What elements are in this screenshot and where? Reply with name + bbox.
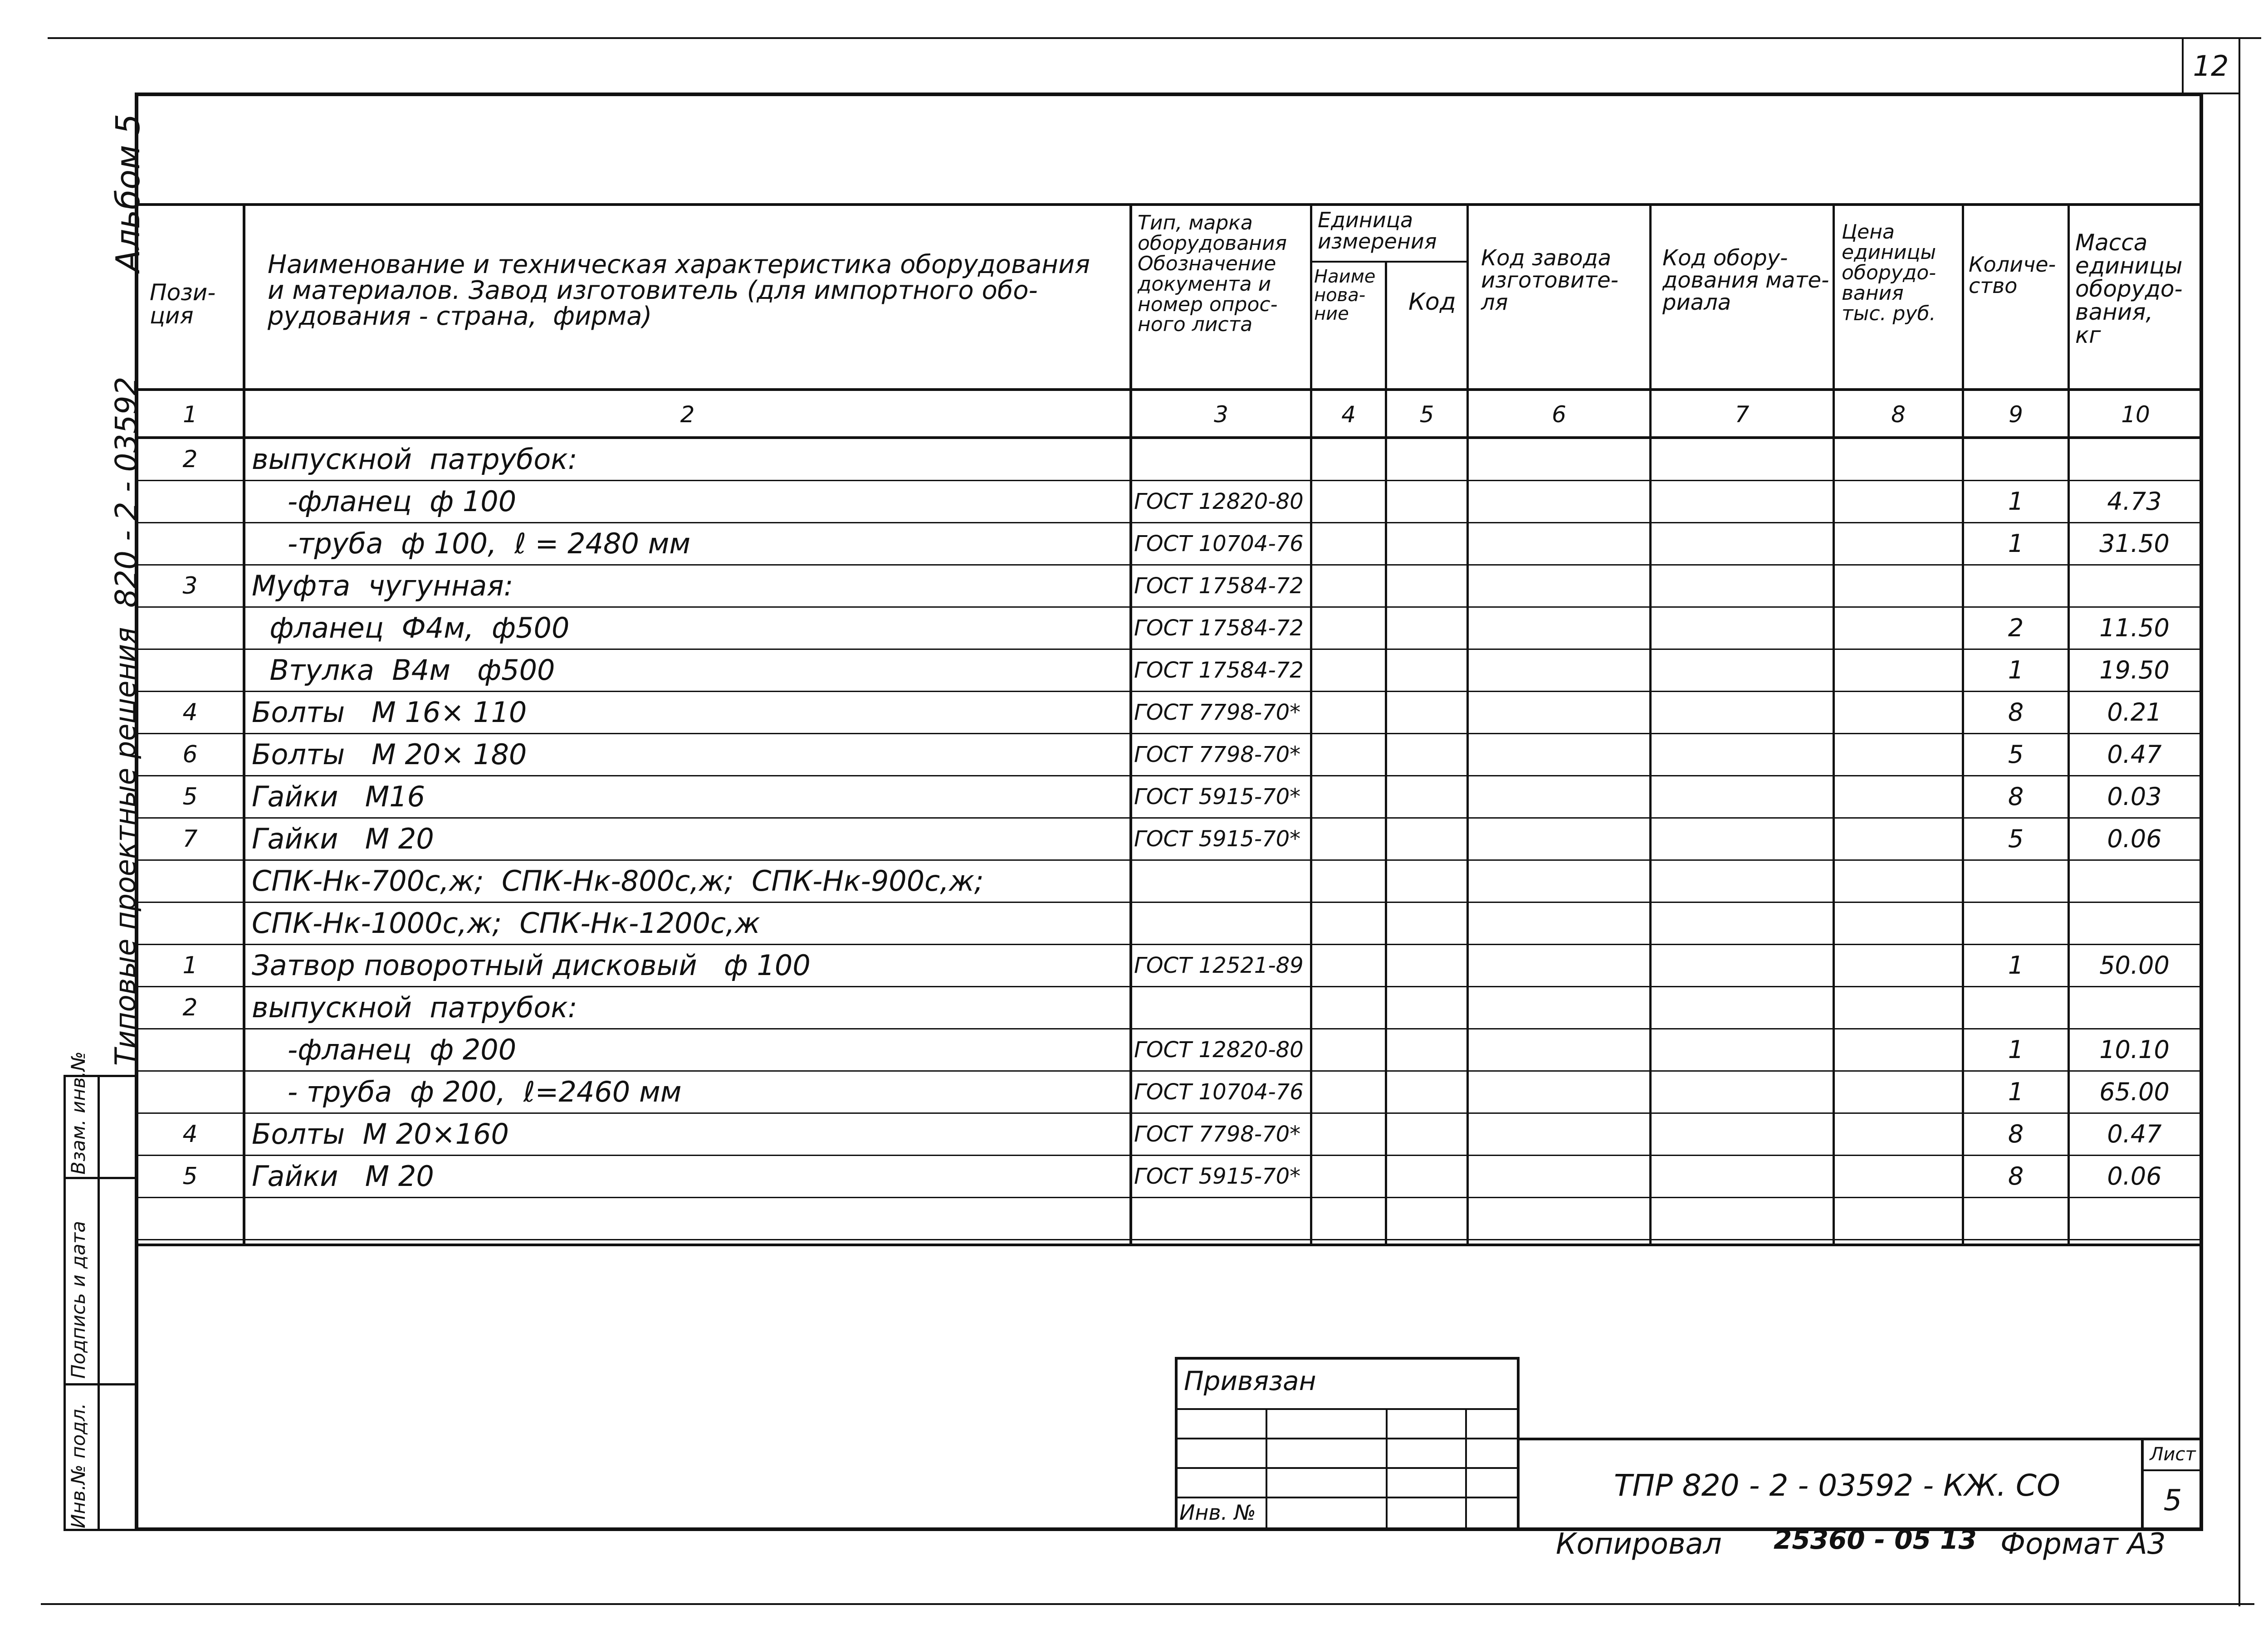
stamp-replace-inv: Взам. инв.№ [67,1051,89,1175]
colnum-7: 7 [1735,401,1750,428]
stamp-attached: Привязан [1184,1366,1316,1396]
table-cell-pos [137,1198,243,1239]
table-cell-name: СПК-Нк-1000с,ж; СПК-Нк-1200с,ж [252,907,760,940]
footer-order: 25360 - 05 13 [1774,1524,1977,1555]
table-cell-mass: 0.47 [2107,1120,2162,1148]
table-cell-doc: ГОСТ 5915-70* [1134,1163,1301,1189]
table-cell-mass: 0.03 [2107,782,2162,811]
table-cell-mass [2070,903,2199,943]
table-cell-name: -фланец ф 200 [252,1033,517,1066]
table-cell-mass [2070,566,2199,606]
sheet-label: Лист [2150,1444,2196,1465]
table-cell-mass [2070,1198,2199,1239]
table-cell-name: - труба ф 200, ℓ=2460 мм [252,1075,682,1108]
table-cell-doc: ГОСТ 12820-80 [1134,488,1304,514]
table-cell-mass: 10.10 [2099,1035,2170,1064]
table-cell-doc [1134,1198,1309,1239]
table-cell-doc: ГОСТ 7798-70* [1134,741,1301,767]
row-divider [135,1239,2203,1240]
table-cell-pos [137,650,243,690]
colnum-1: 1 [183,401,197,428]
table-cell-pos: 5 [182,1162,198,1190]
table-cell-qty: 1 [2008,1078,2024,1106]
table-cell-pos: 4 [182,1120,198,1148]
table-cell-mass: 0.47 [2107,740,2162,769]
table-cell-name: Болты М 16× 110 [252,696,527,729]
table-cell-doc: ГОСТ 10704-76 [1134,531,1304,556]
table-cell-mass: 0.21 [2107,698,2162,727]
stamp-inv-original: Инв.№ подл. [67,1403,89,1528]
right-guide-line [2239,37,2240,1606]
table-cell-qty [1964,903,2068,943]
table-cell-mass: 19.50 [2099,656,2170,684]
header-top-line [135,203,2203,206]
table-cell-mass: 11.50 [2099,614,2170,642]
header-type: Тип, марка оборудования Обозначение документа и номер опрос- ного листа [1138,211,1287,337]
table-cell-qty [1964,566,2068,606]
table-cell-doc: ГОСТ 5915-70* [1134,826,1301,852]
header-unit-name: Наиме нова- ние [1314,266,1376,324]
table-cell-pos: 2 [182,445,198,473]
table-cell-mass: 0.06 [2107,1162,2162,1190]
header-name: Наименование и техническая характеристика оборудования и материалов. Завод изготовитель (для импортного обо- рудования - страна, фирма) [268,250,1090,332]
table-cell-qty: 8 [2008,782,2024,811]
table-cell-pos [137,861,243,901]
table-cell-pos: 2 [182,994,198,1021]
header-pos: Пози- ция [150,279,216,329]
header-unit: Единица измерения [1318,208,1437,254]
table-cell-doc [1134,439,1309,479]
sheet-number: 5 [2163,1484,2182,1517]
table-cell-qty: 5 [2008,824,2024,853]
header-unit-code: Код [1408,288,1456,316]
table-cell-name: Гайки М16 [252,780,425,813]
colnum-3: 3 [1214,401,1228,428]
table-cell-doc [1134,903,1309,943]
table-cell-name: выпускной патрубок: [252,443,577,476]
colnum-4: 4 [1341,401,1356,428]
table-cell-qty: 5 [2008,740,2024,769]
table-cell-name: Втулка В4м ф500 [252,654,555,687]
table-cell-pos [137,903,243,943]
header-qty: Количе- ство [1969,252,2056,298]
table-cell-qty [1964,861,2068,901]
table-cell-pos: 6 [182,741,198,768]
table-cell-qty: 8 [2008,1162,2024,1190]
table-end-line [135,1244,2203,1246]
table-cell-qty [1964,1198,2068,1239]
header-bottom-line [135,388,2203,391]
header-plant-code: Код завода изготовите- ля [1481,245,1618,315]
table-cell-name: -фланец ф 100 [252,485,517,518]
table-cell-name [252,1198,1127,1239]
table-cell-qty [1964,439,2068,479]
table-cell-pos [137,481,243,522]
table-cell-qty [1964,987,2068,1028]
colnum-5: 5 [1419,401,1434,428]
table-cell-name: Затвор поворотный дисковый ф 100 [252,949,811,982]
table-cell-name: фланец Ф4м, ф500 [252,611,570,644]
table-cell-qty: 8 [2008,1120,2024,1148]
side-series: Типовые проектные решения [109,627,142,1066]
table-cell-doc [1134,861,1309,901]
table-cell-qty: 8 [2008,698,2024,727]
top-guide-line [48,37,2261,39]
table-cell-mass [2070,987,2199,1028]
table-cell-qty: 2 [2008,614,2024,642]
table-cell-pos: 5 [182,783,198,810]
stamp-inv-label: Инв. № [1179,1500,1256,1525]
table-cell-doc: ГОСТ 17584-72 [1134,615,1304,641]
table-cell-name: СПК-Нк-700с,ж; СПК-Нк-800с,ж; СПК-Нк-900с,ж; [252,864,984,897]
colnum-6: 6 [1552,401,1566,428]
table-cell-qty: 1 [2008,1035,2024,1064]
table-cell-pos: 3 [182,572,198,600]
doc-code: ТПР 820 - 2 - 03592 - КЖ. СО [1614,1468,2060,1503]
table-cell-qty: 1 [2008,487,2024,516]
side-code: 820 - 2 - 03592 [109,376,144,608]
table-cell-mass: 65.00 [2099,1078,2170,1106]
table-cell-mass: 0.06 [2107,824,2162,853]
table-cell-doc: ГОСТ 17584-72 [1134,657,1304,683]
table-cell-doc: ГОСТ 7798-70* [1134,699,1301,725]
table-cell-qty: 1 [2008,529,2024,558]
table-cell-mass: 4.73 [2107,487,2162,516]
table-cell-name: Гайки М 20 [252,1160,434,1193]
table-cell-name: выпускной патрубок: [252,991,577,1024]
colnum-10: 10 [2121,401,2150,428]
bottom-guide-line [41,1603,2254,1605]
table-cell-doc: ГОСТ 7798-70* [1134,1121,1301,1147]
table-cell-pos [137,523,243,564]
table-cell-pos [137,608,243,648]
table-cell-pos: 1 [182,951,198,979]
table-cell-doc: ГОСТ 17584-72 [1134,573,1304,599]
table-cell-mass: 31.50 [2099,529,2170,558]
table-cell-pos: 4 [182,698,198,726]
table-cell-name: Гайки М 20 [252,822,434,855]
table-cell-qty: 1 [2008,951,2024,980]
side-album: Альбом 5 [109,113,147,272]
colnum-8: 8 [1891,401,1906,428]
table-cell-name: Болты М 20×160 [252,1117,509,1151]
colnum-2: 2 [680,401,695,428]
table-cell-pos: 7 [182,825,198,853]
table-cell-pos [137,1072,243,1112]
table-cell-name: Болты М 20× 180 [252,738,527,771]
table-cell-name: Муфта чугунная: [252,569,513,602]
table-cell-mass [2070,861,2199,901]
table-cell-doc [1134,987,1309,1028]
stamp-sign-date: Подпись и дата [67,1221,89,1379]
table-cell-doc: ГОСТ 10704-76 [1134,1079,1304,1105]
corner-page-number: 12 [2193,49,2229,83]
header-mass: Масса единицы оборудо- вания, кг [2075,229,2183,348]
table-cell-name: -труба ф 100, ℓ = 2480 мм [252,527,691,560]
footer-copied: Копировал [1556,1527,1722,1561]
colnum-9: 9 [2009,401,2023,428]
table-cell-mass [2070,439,2199,479]
header-equip-code: Код обору- дования мате- риала [1662,245,1829,315]
table-cell-pos [137,1029,243,1070]
table-cell-doc: ГОСТ 5915-70* [1134,784,1301,810]
table-cell-doc: ГОСТ 12521-89 [1134,952,1304,978]
header-price: Цена единицы оборудо- вания тыс. руб. [1842,220,1936,325]
table-cell-mass: 50.00 [2099,951,2170,980]
table-cell-doc: ГОСТ 12820-80 [1134,1037,1304,1063]
footer-format: Формат А3 [2000,1527,2166,1561]
table-cell-qty: 1 [2008,656,2024,684]
